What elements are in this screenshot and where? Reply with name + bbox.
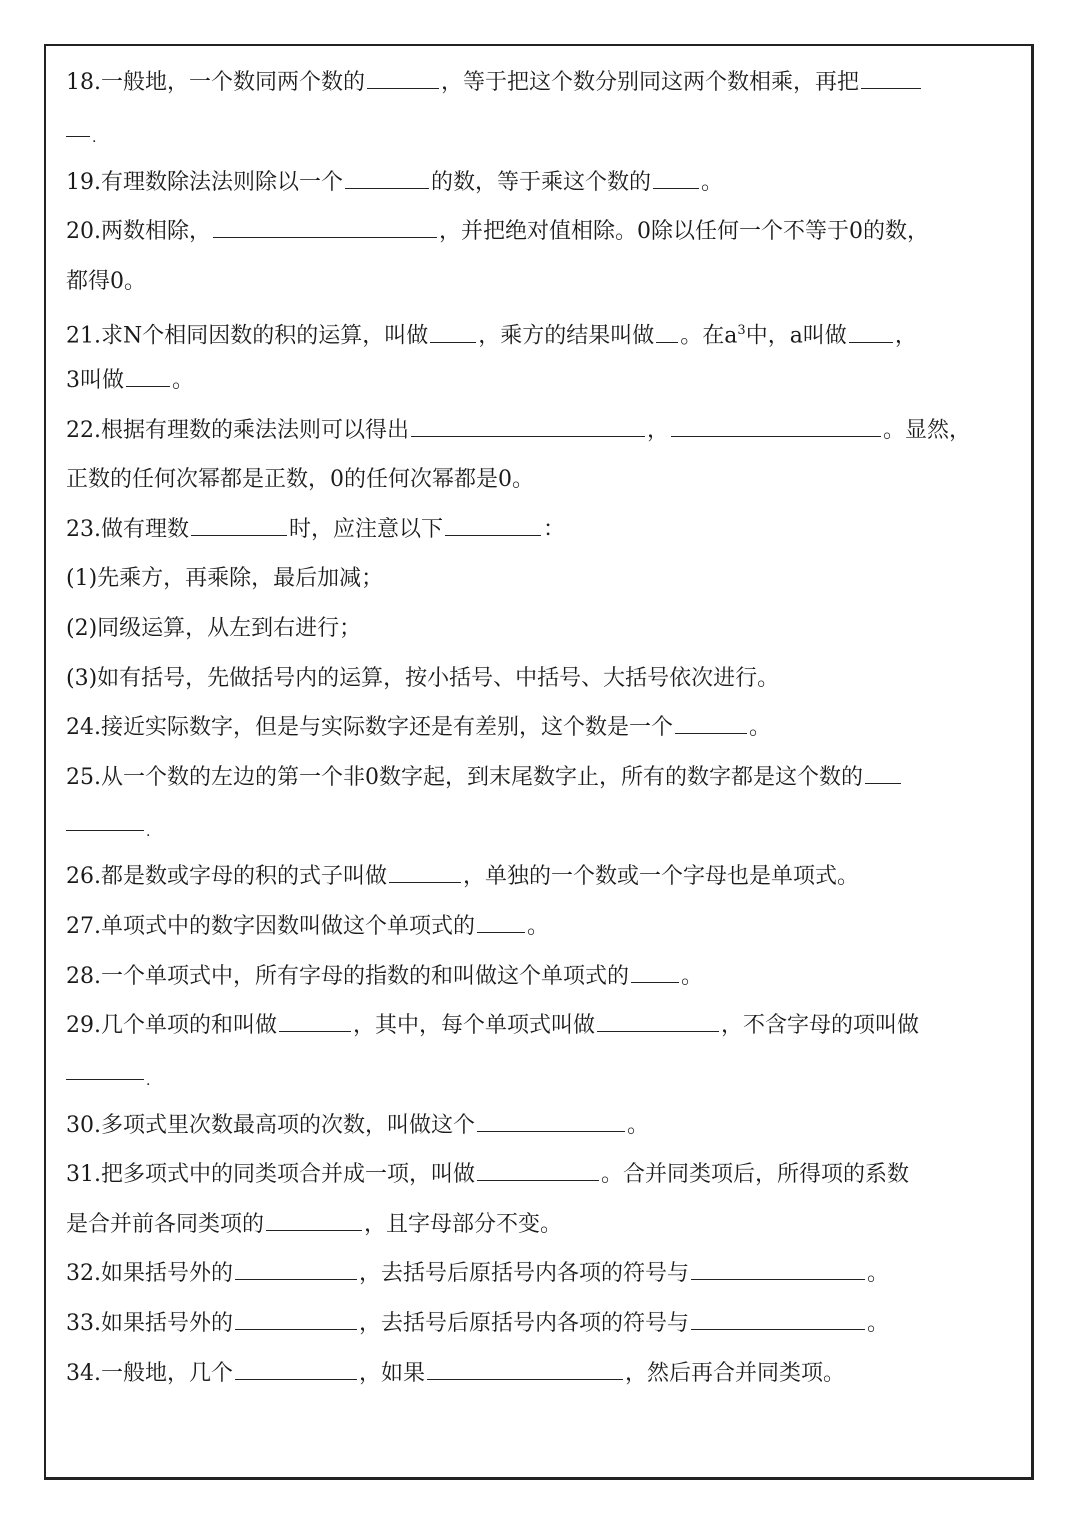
answer-blank[interactable] — [213, 223, 437, 238]
question-29: 29.几个单项的和叫做 ，其中，每个单项式叫做 ，不含字母的项叫做 — [66, 1013, 920, 1039]
answer-blank[interactable] — [671, 422, 881, 437]
answer-blank[interactable] — [427, 1365, 623, 1380]
worksheet-content — [66, 58, 1026, 1398]
question-28: 28.一个单项式中，所有字母的指数的和叫做这个单项式的 。 — [66, 963, 704, 989]
answer-blank[interactable] — [849, 328, 893, 343]
answer-blank[interactable] — [66, 1079, 144, 1080]
answer-blank[interactable] — [191, 521, 287, 536]
question-19: 19.有理数除法法则除以一个 的数，等于乘这个数的 。 — [66, 169, 724, 195]
answer-blank[interactable] — [367, 74, 439, 89]
answer-blank[interactable] — [266, 1216, 362, 1231]
question-22: 22.根据有理数的乘法法则可以得出 ， 。显然， — [66, 417, 972, 443]
question-23: 23.做有理数 时，应注意以下 ： — [66, 516, 566, 542]
question-30: 30.多项式里次数最高项的次数，叫做这个 。 — [66, 1112, 650, 1138]
answer-blank[interactable] — [631, 968, 679, 983]
question-32: 32.如果括号外的 ，去括号后原括号内各项的符号与 。 — [66, 1261, 890, 1287]
answer-blank[interactable] — [691, 1315, 865, 1330]
question-34: 34.一般地，几个 ，如果 ，然后再合并同类项。 — [66, 1360, 846, 1386]
question-29-continuation: . — [66, 1051, 1026, 1101]
question-25: 25.从一个数的左边的第一个非0数字起，到末尾数字止，所有的数字都是这个数的 — [66, 753, 1026, 803]
answer-blank[interactable] — [675, 719, 747, 734]
answer-blank[interactable] — [691, 1265, 865, 1280]
question-31-line2: 是合并前各同类项的 ，且字母部分不变。 — [66, 1211, 563, 1237]
answer-blank[interactable] — [235, 1265, 357, 1280]
answer-blank[interactable] — [235, 1365, 357, 1380]
question-23-rule-3: (3)如有括号，先做括号内的运算，按小括号、中括号、大括号依次进行。 — [66, 665, 780, 691]
question-20: 20.两数相除， ，并把绝对值相除。0除以任何一个不等于0的数， — [66, 219, 930, 245]
answer-blank[interactable] — [279, 1017, 351, 1032]
question-20-line2: 都得0。 — [66, 268, 146, 294]
answer-blank[interactable] — [656, 328, 678, 343]
question-22-line2: 正数的任何次幂都是正数，0的任何次幂都是0。 — [66, 467, 534, 493]
answer-blank[interactable] — [126, 372, 170, 387]
question-31: 31.把多项式中的同类项合并成一项，叫做 。合并同类项后，所得项的系数 — [66, 1162, 910, 1188]
question-33: 33.如果括号外的 ，去括号后原括号内各项的符号与 。 — [66, 1311, 890, 1337]
answer-blank[interactable] — [477, 1166, 599, 1181]
question-21: 21.求N个相同因数的积的运算，叫做 ，乘方的结果叫做 。在$a^3$中，a叫做 ， — [66, 323, 917, 349]
answer-blank[interactable] — [345, 174, 429, 189]
question-26: 26.都是数或字母的积的式子叫做 ，单独的一个数或一个字母也是单项式。 — [66, 864, 860, 890]
answer-blank[interactable] — [477, 918, 525, 933]
question-21-line2: 3叫做 。 — [66, 367, 195, 393]
answer-blank[interactable] — [235, 1315, 357, 1330]
answer-blank[interactable] — [653, 174, 699, 189]
answer-blank[interactable] — [445, 521, 541, 536]
answer-blank[interactable] — [477, 1117, 625, 1132]
answer-blank[interactable] — [597, 1017, 719, 1032]
question-number: 18. — [66, 70, 101, 95]
question-18: 18.一般地，一个数同两个数的 ，等于把这个数分别同这两个数相乘，再把 — [66, 58, 1026, 108]
answer-blank[interactable] — [411, 422, 645, 437]
answer-blank[interactable] — [389, 868, 461, 883]
question-25-continuation: . — [66, 802, 1026, 852]
question-24: 24.接近实际数字，但是与实际数字还是有差别，这个数是一个 。 — [66, 715, 772, 741]
question-18-continuation: . — [66, 108, 1026, 158]
answer-blank[interactable] — [865, 769, 901, 784]
answer-blank[interactable] — [861, 74, 921, 89]
question-27: 27.单项式中的数字因数叫做这个单项式的 。 — [66, 913, 550, 939]
answer-blank[interactable] — [430, 328, 476, 343]
question-23-rule-1: (1)先乘方，再乘除，最后加减； — [66, 566, 384, 592]
answer-blank[interactable] — [66, 830, 144, 831]
answer-blank[interactable] — [66, 136, 90, 137]
question-23-rule-2: (2)同级运算，从左到右进行； — [66, 615, 362, 641]
